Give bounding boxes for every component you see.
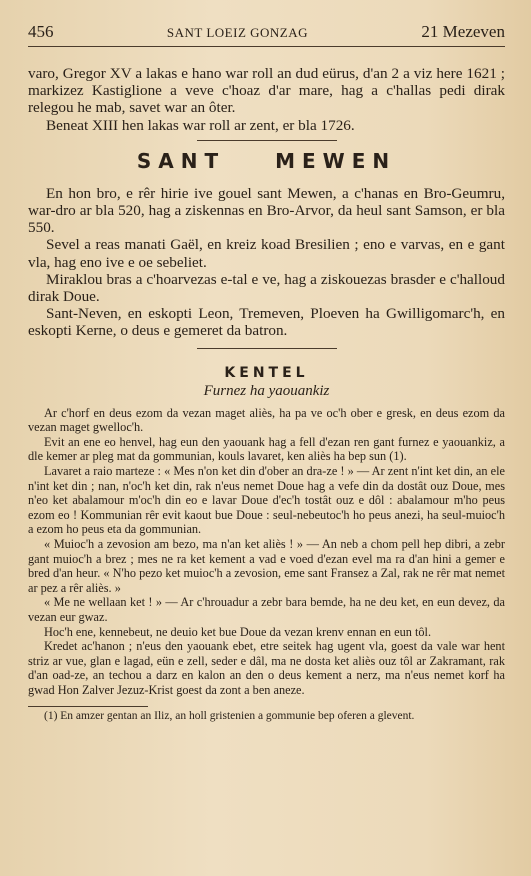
lesson-title: KENTEL xyxy=(224,364,309,381)
lesson-paragraph: « Me ne wellaan ket ! » — Ar c'hrouadur a zebr bara bemde, ha ne deu ket, en eun devez, da vezan eur gwaz. xyxy=(28,595,505,624)
lesson-paragraph: Ar c'horf en deus ezom da vezan maget aliès, ha pa ve oc'h ober e gresk, en deus ezom da vezan maget gwelloc'h. xyxy=(28,405,505,435)
lesson-paragraph: Kredet ac'hanon ; n'eus den yaouank ebet, etre seitek hag ugent vla, goest da vale war hent striz ar vue, glan e lagad, eün e zell, seder e dâl, ma ne dosta ket aliès ouz tôl ar Zakramant, rak d'an oad-ze, an techou a darz en kalon an den o deus kement a nerz, ma n'eus nemet korf ha gwad Hon Zalver Jezuz-Krist goest da zont a ben aneze. xyxy=(28,639,505,697)
lesson-paragraph: Evit an ene eo henvel, hag eun den yaouank hag a fell d'ezan ren gant furnez e yaouankiz, a dle kemer ar pleg mat da gommunian, kouls lavaret, ken aliès ha bep sun (1). xyxy=(28,434,505,464)
section-paragraph: Sant-Neven, en eskopti Leon, Tremeven, Ploeven ha Gwilligomarc'h, en eskopti Kerne, o deus e gemeret da batron. xyxy=(28,305,505,340)
intro-paragraph-1: varo, Gregor XV a lakas e hano war roll an dud eürus, d'an 2 a viz here 1621 ; markizez Kastiglione a veve c'hoaz d'ar mare, hag a c'hallas pedi dirak relegou he mab, savet war an ôter. xyxy=(28,65,505,117)
running-title: SANT LOEIZ GONZAG xyxy=(166,25,309,40)
running-header xyxy=(28,22,505,47)
page-number: 456 xyxy=(28,22,54,41)
running-date: 21 Mezeven xyxy=(421,22,505,41)
section-title xyxy=(28,149,505,173)
lesson-subtitle: Furnez ha yaouankiz xyxy=(203,382,330,399)
divider xyxy=(197,140,337,141)
lesson-paragraph: « Muioc'h a zevosion am bezo, ma n'an ket aliès ! » — An neb a chom pell hep dibri, a zebr gant muioc'h a brez ; mes ne ra ket kement a vad e voed d'ezan evel ma ra d'an hini a gemer e bred d'an heur. « N'ho pezo ket muioc'h a zevosion, eme sant Fransez a Zal, rak ne rêr mat nemet ar pez a rêr aliès. » xyxy=(28,536,505,595)
divider xyxy=(197,348,337,349)
section-title-part2: MEWEN xyxy=(275,148,397,173)
footnote: (1) En amzer gentan an Iliz, an holl gristenien a gommunie bep oferen a glevent. xyxy=(44,709,415,722)
footnote-rule xyxy=(28,706,148,707)
section-paragraph: Sevel a reas manati Gaël, en kreiz koad Bresilien ; eno e varvas, en e gant vla, hag eno ive e oe sebeliet. xyxy=(28,236,505,271)
section-paragraph: Miraklou bras a c'hoarvezas e-tal e ve, hag a ziskouezas brasder e c'halloud dirak Doue. xyxy=(28,270,505,306)
intro-paragraph-2: Beneat XIII hen lakas war roll ar zent, er bla 1726. xyxy=(46,116,355,134)
intro-block xyxy=(28,65,505,134)
section-title-part1: SANT xyxy=(136,148,226,173)
lesson-body xyxy=(28,406,505,698)
section-body xyxy=(28,185,505,340)
section-paragraph: En hon bro, e rêr hirie ive gouel sant Mewen, a c'hanas en Bro-Geumru, war-dro ar bla 520, hag a ziskennas en Bro-Arvor, da heul sant Samson, er bla 550. xyxy=(28,184,505,237)
lesson-paragraph: Hoc'h ene, kennebeut, ne deuio ket bue Doue da vezan krenv ennan en eun tôl. xyxy=(44,624,432,639)
lesson-paragraph: Lavaret a raio marteze : « Mes n'on ket din d'ober an dra-ze ! » — Ar zent n'int ket din, an ele n'int ket din ; nan, n'oc'h ket din, rak n'eus nemet Doue hag a vefe din da dostât ouz Doue, mes n'eo ket abalamour m'oc'h din eo e lavar Doue d'ec'h tostât ouz e dôl : abalamour m'ho peus ezom eo ! Kommunian rêr evit kaout bue Doue : seul-nebeutoc'h ho peus anezi, ha seul-muioc'h a ezom ho peus eta da gommunian. xyxy=(28,464,505,537)
